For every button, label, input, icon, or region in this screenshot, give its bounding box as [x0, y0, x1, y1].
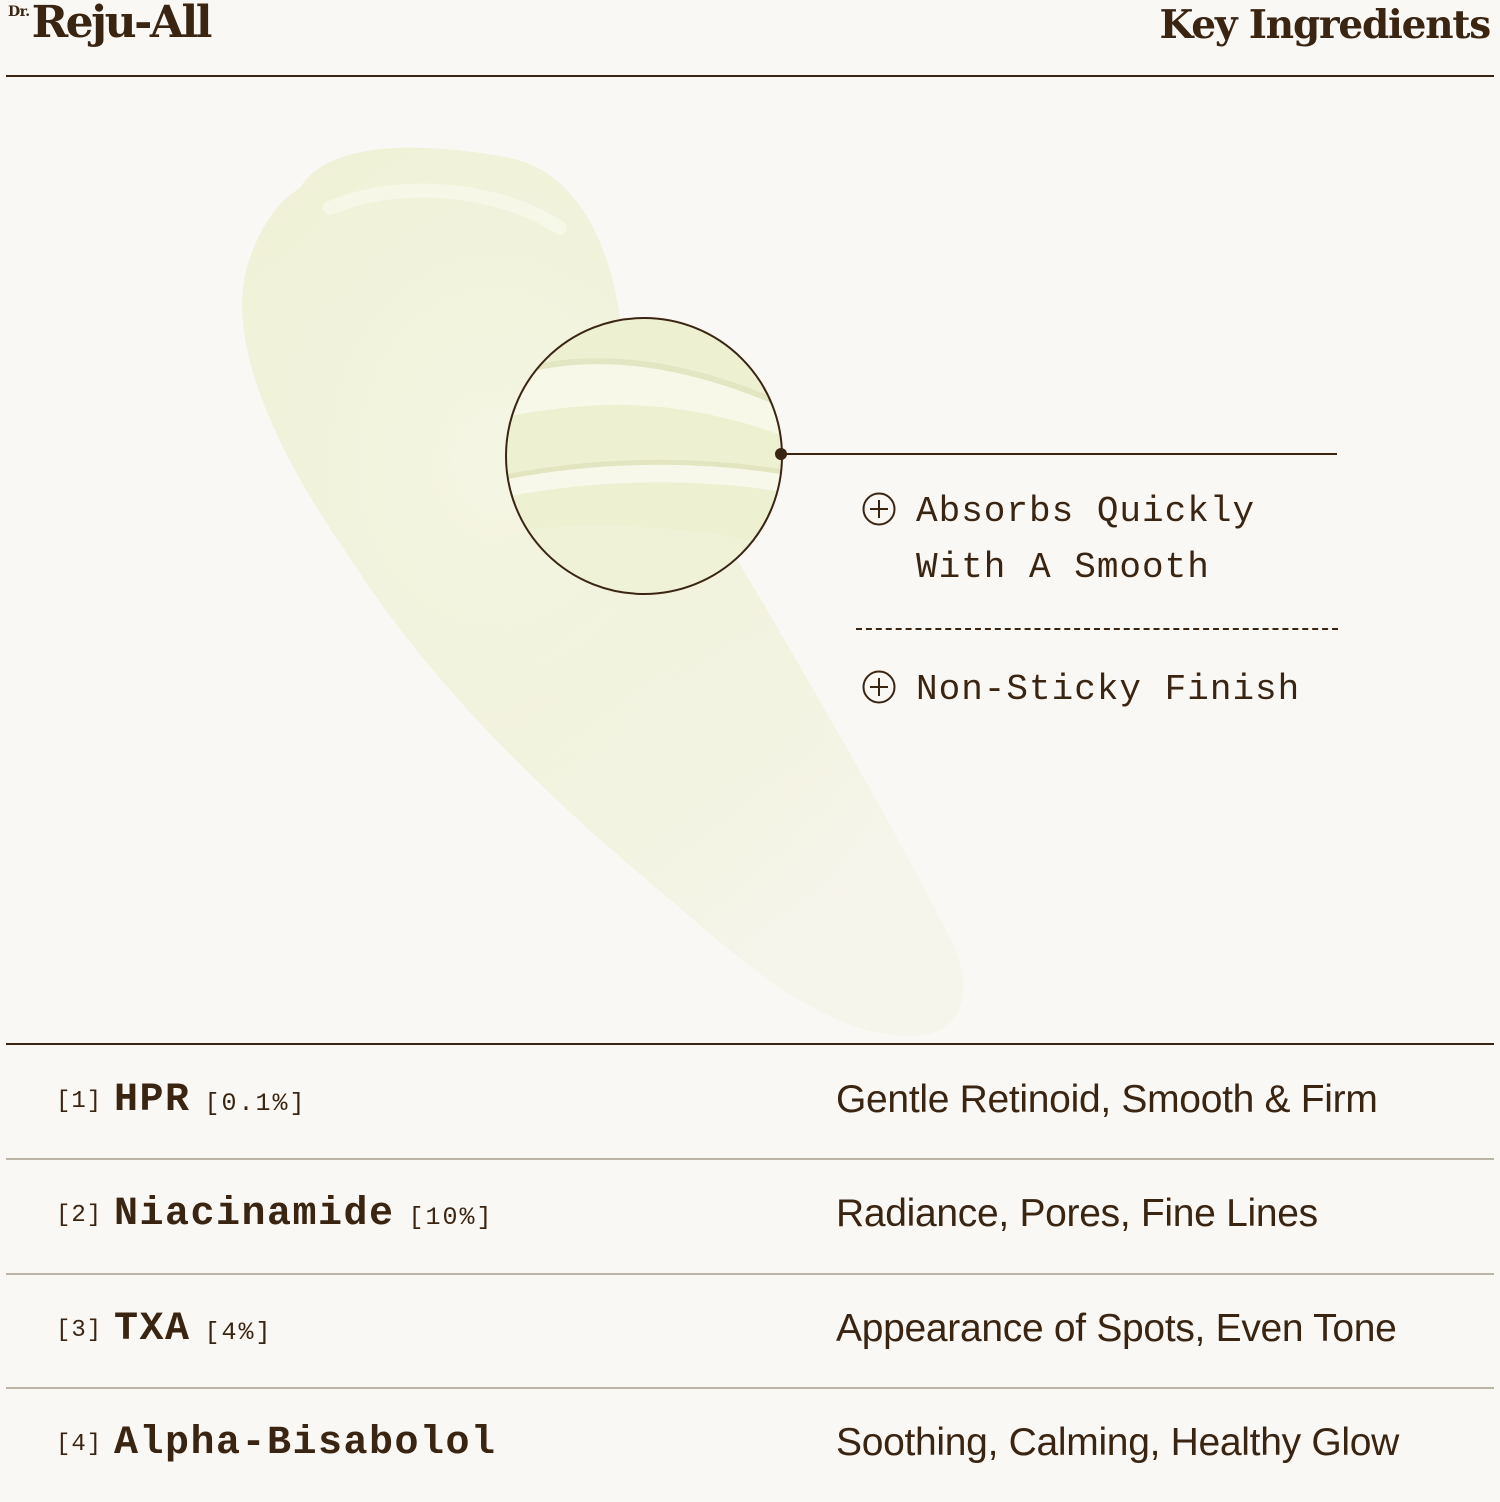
ingredient-concentration: [4%] [204, 1318, 273, 1347]
ingredient-row [0, 1045, 1500, 1159]
callout-line [780, 453, 1337, 455]
ingredient-number: [1] [56, 1088, 103, 1115]
ingredient-name: Alpha-Bisabolol [114, 1421, 497, 1466]
ingredient-benefit: Appearance of Spots, Even Tone [836, 1307, 1397, 1350]
benefit-divider [856, 628, 1338, 630]
ingredient-row [0, 1159, 1500, 1273]
ingredient-name: Niacinamide [114, 1192, 395, 1237]
ingredient-number: [3] [56, 1317, 103, 1344]
benefit-item [862, 668, 1316, 718]
brand-prefix: Dr. [8, 4, 30, 20]
header [0, 0, 1500, 76]
ingredient-name: TXA [114, 1307, 191, 1352]
ingredient-row [0, 1274, 1500, 1388]
brand-logo[interactable] [8, 0, 210, 52]
ingredient-benefit: Gentle Retinoid, Smooth & Firm [836, 1078, 1378, 1121]
benefit-text: Non-Sticky Finish [916, 669, 1301, 710]
header-divider [6, 75, 1494, 77]
ingredient-concentration: [10%] [408, 1203, 494, 1232]
ingredient-concentration: [0.1%] [204, 1089, 307, 1118]
ingredient-row [0, 1388, 1500, 1502]
ingredient-number: [4] [56, 1431, 103, 1458]
ingredient-benefit: Radiance, Pores, Fine Lines [836, 1192, 1318, 1235]
plus-circle-icon [862, 670, 896, 704]
plus-circle-icon [862, 492, 896, 526]
ingredient-name: HPR [114, 1078, 191, 1123]
benefit-item [862, 490, 1316, 596]
ingredient-number: [2] [56, 1202, 103, 1229]
ingredient-benefit: Soothing, Calming, Healthy Glow [836, 1421, 1399, 1464]
callout-dot [775, 448, 787, 460]
brand-name: Reju-All [31, 0, 210, 48]
product-texture-section [0, 78, 1500, 1043]
benefit-text: Absorbs Quickly With A Smooth [916, 491, 1256, 588]
page-title: Key Ingredients [1159, 2, 1490, 48]
